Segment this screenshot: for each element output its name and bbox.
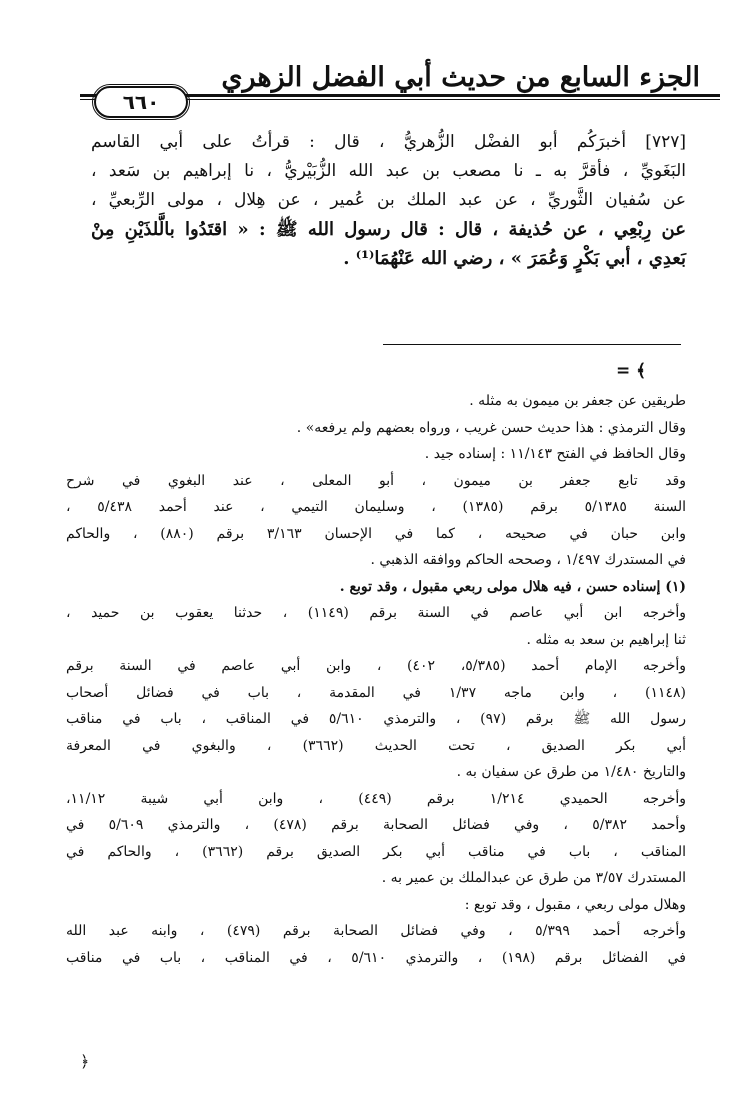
hadith-line: عن سُفيان الثَّوريِّ ، عن عبد الملك بن عُمير ، عن هِلال ، مولى الرِّبعيِّ ،	[91, 190, 686, 210]
footnote-line: (١١٤٨) ، وابن ماجه ١/٣٧ في المقدمة ، باب في فضائل أصحاب	[66, 684, 686, 701]
page-number: ٦٦٠	[122, 90, 160, 114]
footnote-line: وأحمد ٥/٣٨٢ ، وفي فضائل الصحابة برقم (٤٧٨) ، والترمذي ٥/٦٠٩ في	[66, 817, 686, 833]
footnote-line: في المستدرك ١/٤٩٧ ، وصححه الحاكم ووافقه الذهبي .	[370, 552, 686, 568]
footnote-line: والتاريخ ١/٤٨٠ من طرق عن سفيان به .	[456, 764, 686, 780]
hadith-line: بَعدِي ، أبي بَكْرٍ وَعُمَرَ » ، رضي الله عَنْهُمَا⁽¹⁾ .	[343, 248, 686, 269]
hadith-line: [٧٢٧] أخبرَكُم أبو الفضْل الزُّهريُّ ، قال : قرأتُ على أبي القاسم	[91, 132, 686, 152]
footnote-line: في الفضائل برقم (١٩٨) ، والترمذي ٥/٦١٠ ، في المناقب ، باب في مناقب	[66, 949, 686, 966]
footnote-line: وقال الحافظ في الفتح ١١/١٤٣ : إسناده جيد .	[424, 446, 686, 462]
page-number-badge	[94, 86, 188, 118]
footer-continuation-mark: ﴿	[80, 1052, 90, 1071]
hadith-line: البَغَويِّ ، فأقرَّ به ـ نا مصعب بن عبد الله الزُّبَيْريُّ ، نا إبراهيم بن سَعد ،	[91, 161, 686, 181]
footnote-line: ثنا إبراهيم بن سعد به مثله .	[526, 631, 686, 648]
continuation-mark: = ﴾	[616, 361, 647, 381]
footnote-line: أبي بكر الصديق ، تحت الحديث (٣٦٦٢) ، والبغوي في المعرفة	[66, 737, 686, 754]
running-title: الجزء السابع من حديث أبي الفضل الزهري	[221, 62, 700, 93]
footnotes	[66, 388, 686, 971]
footnote-line: وقد تابع جعفر بن ميمون ، أبو المعلى ، عند البغوي في شرح	[66, 472, 686, 489]
footnote-line: وهلال مولى ربعي ، مقبول ، وقد توبع :	[464, 896, 686, 913]
footnote-line: (١) إسناده حسن ، فيه هلال مولى ربعي مقبول ، وقد توبع .	[339, 578, 686, 595]
footnote-line: السنة ٥/١٣٨٥ برقم (١٣٨٥) ، وسليمان التيمي ، عند أحمد ٥/٤٣٨ ،	[66, 499, 687, 515]
footnote-line: طريقين عن جعفر بن ميمون به مثله .	[469, 393, 686, 409]
footnote-line: وأخرجه الحميدي ١/٢١٤ برقم (٤٤٩) ، وابن أبي شيبة ١١/١٢،	[66, 790, 686, 807]
footnote-line: المستدرك ٣/٥٧ من طرق عن عبدالملك بن عمير به .	[381, 870, 686, 886]
footnote-line: وابن حبان في صحيحه ، كما في الإحسان ٣/١٦٣ برقم (٨٨٠) ، والحاكم	[66, 525, 686, 542]
footnote-divider	[383, 344, 681, 345]
footnote-line: وأخرجه أحمد ٥/٣٩٩ ، وفي فضائل الصحابة برقم (٤٧٩) ، وابنه عبد الله	[66, 923, 686, 939]
hadith-text	[91, 128, 686, 273]
footnote-line: وأخرجه الإمام أحمد (٥/٣٨٥، ٤٠٢) ، وابن أبي عاصم في السنة برقم	[66, 658, 687, 674]
footnote-line: المناقب ، باب في مناقب أبي بكر الصديق برقم (٣٦٦٢) ، والحاكم في	[66, 843, 686, 860]
footnote-line: وقال الترمذي : هذا حديث حسن غريب ، ورواه بعضهم ولم يرفعه» .	[296, 419, 686, 436]
footnote-line: رسول الله ﷺ برقم (٩٧) ، والترمذي ٥/٦١٠ في المناقب ، باب في مناقب	[66, 711, 686, 727]
hadith-line: عن رِبْعِي ، عن حُذيفة ، قال : قال رسول الله ﷺ : « اقتَدُوا بالَّلذَيْنِ مِنْ	[91, 219, 686, 240]
page-header	[80, 60, 720, 114]
footnote-line: وأخرجه ابن أبي عاصم في السنة برقم (١١٤٩) ، حدثنا يعقوب بن حميد ،	[66, 605, 686, 621]
